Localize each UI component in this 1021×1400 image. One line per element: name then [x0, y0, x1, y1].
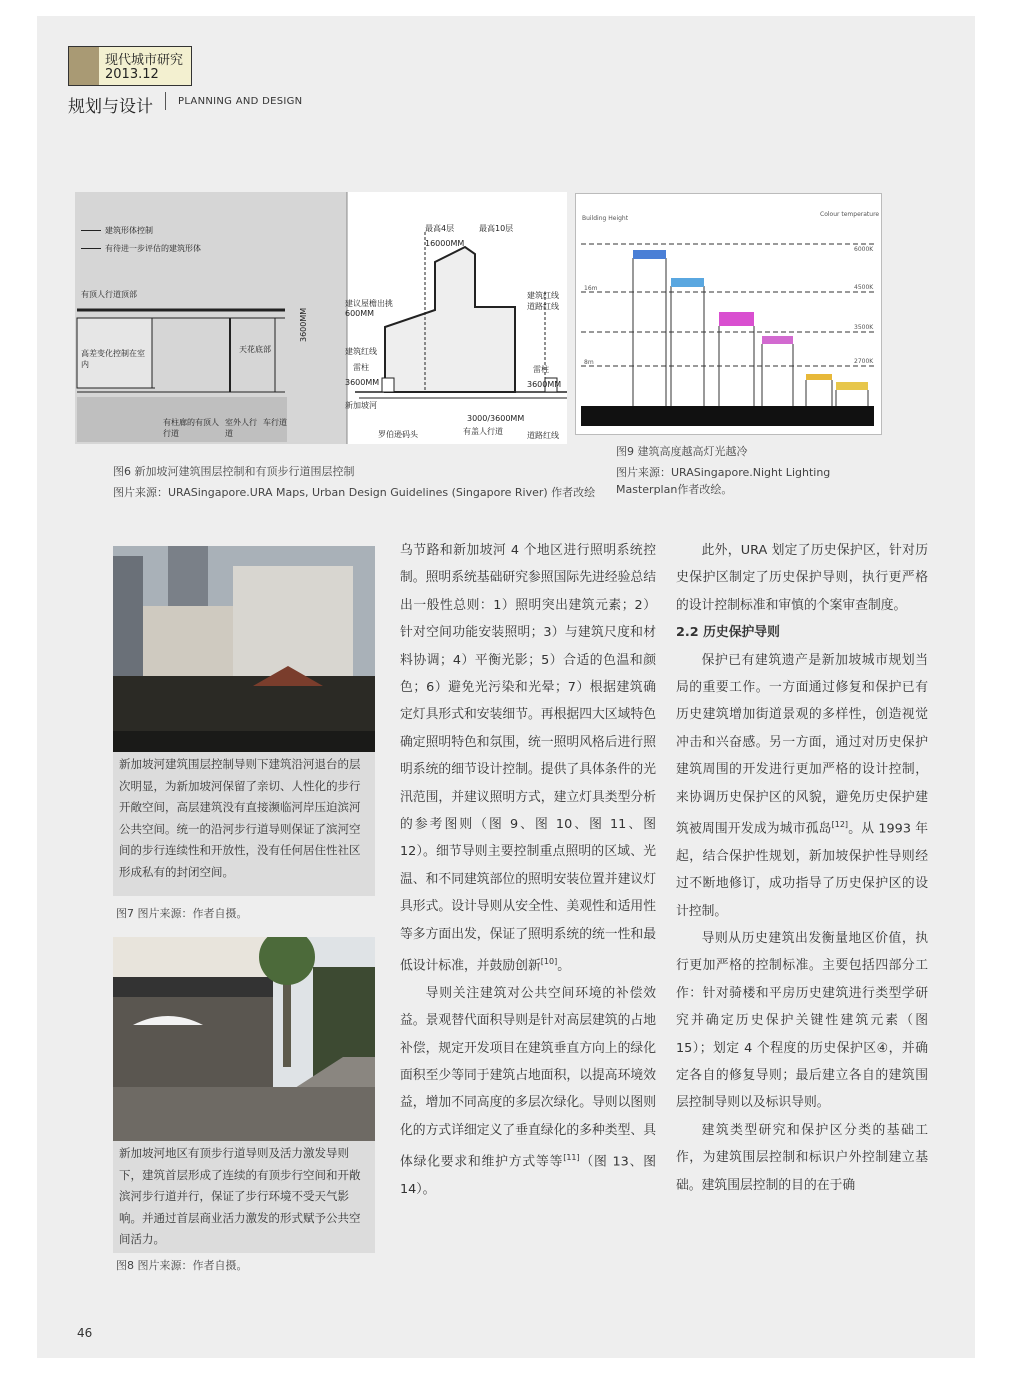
figure-7-illustration — [113, 546, 375, 752]
fig6-source: 图片来源：URASingapore.URA Maps, Urban Design Guidelines (Singapore River) 作者改绘 — [113, 486, 596, 499]
section-divider — [165, 92, 166, 110]
fig6-dim-right: 3600MM — [527, 380, 562, 389]
fig6-label-road: 车行道 — [263, 418, 287, 427]
fig9-label-height: Building Height — [582, 215, 629, 222]
right-paragraph-2: 保护已有建筑遗产是新加坡城市规划当局的重要工作。一方面通过修复和保护已有历史建筑增加街道景观的多样性，创造视觉冲击和兴奋感。另一方面，通过对历史保护建筑周围的开发进行更加严格的设计控制，来协调历史保护区的风貌，避免历史保护建筑被周围开发成为城市孤岛[12]。从 1993 年起，结合保护性规划，新加坡保护性导则经过不断地修订，成功指导了历史保护区的设计控制。 — [676, 652, 928, 919]
fig6-label-building-line: 建筑红线 — [345, 347, 377, 356]
fig9-height-1: 16m — [584, 285, 598, 292]
journal-logo-icon — [69, 47, 99, 85]
fig6-label-max10: 最高10层 — [479, 224, 514, 233]
body-column-middle — [400, 537, 656, 1203]
fig6-label-road-red: 道路红线 — [527, 431, 559, 440]
figure-7-photo — [113, 546, 375, 752]
fig6-label-outdoor: 室外人行道 — [225, 418, 257, 438]
fig6-label-glass: 高差变化控制在室内 — [81, 349, 145, 369]
fig9-temp-3: 3500K — [854, 324, 874, 331]
fig6-label-max4: 最高4层 — [425, 224, 455, 233]
fig6-label-pillar2: 雷柱 — [533, 365, 549, 374]
fig6-label-pillar: 雷柱 — [353, 363, 369, 372]
legend-line-solid — [81, 230, 101, 231]
fig6-dim-3600: 3600MM — [345, 378, 380, 387]
fig9-temp-2: 4500K — [854, 284, 874, 291]
right-paragraph-3: 导则从历史建筑出发衡量地区价值，执行更加严格的控制标准。主要包括四部分工作：针对骑楼和平房历史建筑进行类型学研究并确定历史保护关键性建筑元素（图 15）；划定 4 个程度的历史保护区④，并确定各自的修复导则；最后建立各自的建筑围层控制导则以及标识导则。 — [676, 930, 928, 1111]
fig6-label-road-line: 建筑红线道路红线 — [527, 291, 559, 311]
fig9-caption — [616, 443, 886, 498]
fig6-legend-1: 建筑形体控制 — [105, 226, 153, 235]
fig6-dim-left: 3600MM — [299, 307, 308, 342]
page-margin — [975, 16, 1021, 1358]
mid-paragraph-1: 乌节路和新加坡河 4 个地区进行照明系统控制。照明系统基础研究参照国际先进经验总结出一般性总则：1）照明突出建筑元素；2）针对空间功能安装照明；3）与建筑尺度和材料协调；4）平衡光影；5）合适的色温和颜色；6）避免光污染和光晕；7）根据建筑确定灯具形式和安装细节。再根据四大区域特色确定照明特色和氛围，统一照明风格后进行照明系统的细节设计控制。提供了具体条件的光汛范围，并建议照明方式，建立灯具类型分析的参考图则（图 9、图 10、图 11、图 12）。细节导则主要控制重点照明的区域、光温、和不同建筑部位的照明安装位置并建议灯具形式。设计导则从安全性、美观性和适用性等多方面出发，保证了照明系统的统一性和最低设计标准，并鼓励创新[10]。 — [400, 543, 656, 974]
fig9-source: 图片来源：URASingapore.Night Lighting Masterplan作者改绘。 — [616, 466, 831, 496]
figure-8-photo — [113, 937, 375, 1141]
figure-9-drawing — [576, 194, 881, 434]
mid-paragraph-2: 导则关注建筑对公共空间环境的补偿效益。景观替代面积导则是针对高层建筑的占地补偿，规定开发项目在建筑垂直方向上的绿化面积至少等同于建筑占地面积，以提高环境效益，增加不同高度的多层次绿化。导则以图则化的方式详细定义了垂直绿化的多种类型、具体绿化要求和维护方式等等[11]（图 13、图 14）。 — [400, 985, 657, 1197]
fig6-caption — [113, 463, 603, 501]
fig6-dim-walkway: 3000/3600MM — [467, 414, 525, 423]
fig9-label-temp: Colour temperature — [820, 211, 880, 218]
fig6-label-eave: 建议屋檐出挑600MM — [345, 299, 393, 318]
figure-8-illustration — [113, 937, 375, 1141]
figure-6-diagram — [75, 192, 567, 444]
figure-9-diagram — [575, 193, 882, 435]
fig6-label-colonnade: 有柱廊的有顶人行道 — [163, 418, 219, 438]
journal-badge — [68, 46, 192, 86]
fig6-label-roof: 有顶人行道顶部 — [81, 290, 137, 299]
right-paragraph-1: 此外，URA 划定了历史保护区，针对历史保护区制定了历史保护导则，执行更严格的设计控制标准和审慎的个案审查制度。 — [676, 543, 928, 613]
page-number: 46 — [77, 1326, 93, 1340]
journal-issue: 2013.12 — [105, 67, 159, 82]
fig7-label: 图7 图片来源：作者自摄。 — [116, 907, 248, 920]
body-column-right — [676, 537, 928, 1199]
fig6-legend-2: 有待进一步评估的建筑形体 — [105, 244, 201, 253]
section-heading-2-2: 2.2 历史保护导则 — [676, 625, 780, 641]
fig6-label-river: 新加坡河 — [345, 401, 377, 410]
section-title-en: PLANNING AND DESIGN — [178, 96, 303, 107]
fig7-description: 新加坡河建筑围层控制导则下建筑沿河退台的层次明显，为新加坡河保留了亲切、人性化的步行开敞空间，高层建筑没有直接濒临河岸压迫滨河公共空间。统一的沿河步行道导则保证了滨河空间的步行连续性和开放性，没有任何居住性社区形成私有的封闭空间。 — [113, 752, 375, 896]
fig6-dim-16000: 16000MM — [425, 239, 465, 248]
journal-title: 现代城市研究 — [105, 53, 184, 68]
right-paragraph-4: 建筑类型研究和保护区分类的基础工作，为建筑围层控制和标识户外控制建立基础。建筑围层控制的目的在于确 — [676, 1122, 928, 1193]
fig9-height-2: 8m — [584, 359, 594, 366]
fig6-title: 图6 新加坡河建筑围层控制和有顶步行道围层控制 — [113, 465, 355, 478]
fig9-title: 图9 建筑高度越高灯光越冷 — [616, 445, 748, 458]
fig9-temp-4: 2700K — [854, 358, 874, 365]
fig9-temp-1: 6000K — [854, 246, 874, 253]
fig6-label-pier: 罗伯逊码头 — [378, 430, 418, 439]
fig8-label: 图8 图片来源：作者自摄。 — [116, 1259, 248, 1272]
fig6-label-ceiling: 天花底部 — [239, 345, 271, 354]
fig8-description: 新加坡河地区有顶步行道导则及活力激发导则下，建筑首层形成了连续的有顶步行空间和开敞滨河步行道并行，保证了步行环境不受天气影响。并通过首层商业活力激发的形式赋予公共空间活力。 — [113, 1141, 375, 1253]
section-title-cn: 规划与设计 — [68, 97, 153, 117]
legend-line-dashed — [81, 248, 101, 249]
fig6-label-walkway: 有盖人行道 — [463, 427, 503, 436]
